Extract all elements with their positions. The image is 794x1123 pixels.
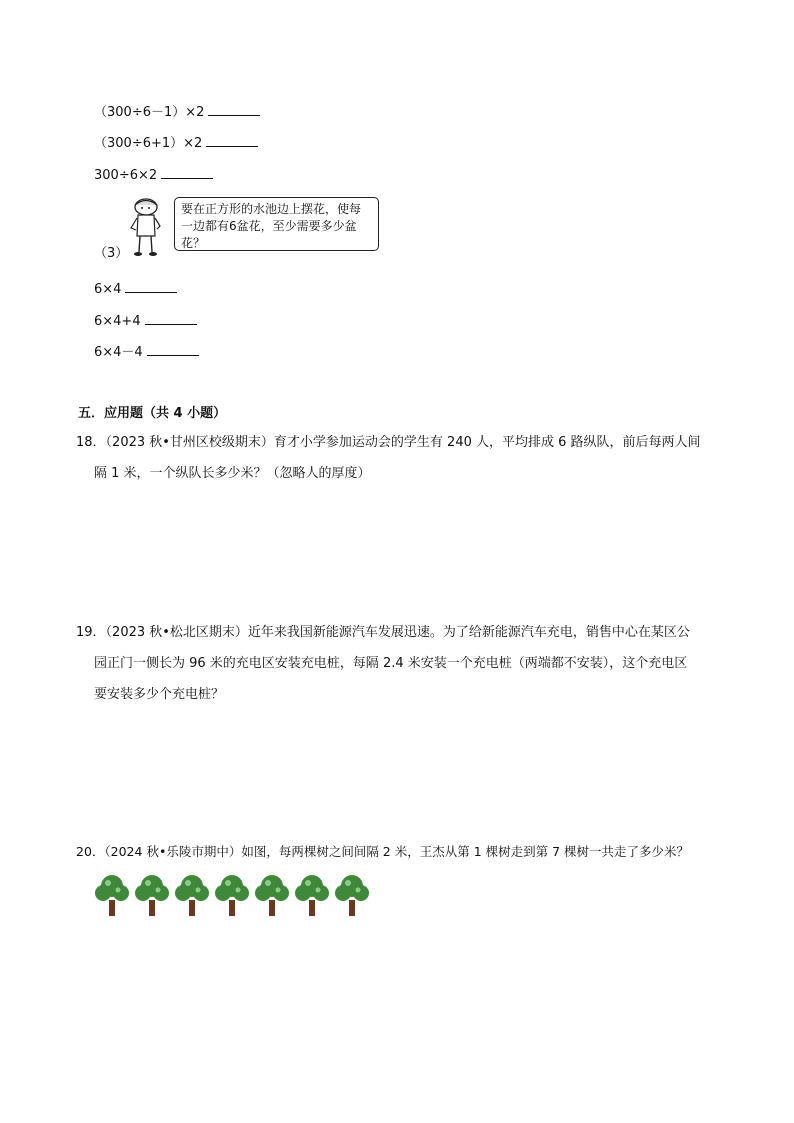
answer-blank[interactable] bbox=[145, 312, 197, 325]
tree-icon bbox=[174, 872, 210, 918]
formula-text: （300÷6+1）×2 bbox=[94, 136, 203, 151]
speech-bubble bbox=[174, 197, 379, 251]
answer-blank[interactable] bbox=[125, 280, 177, 293]
formula-2-1 bbox=[94, 103, 260, 122]
tree-icon bbox=[134, 872, 170, 918]
formula-2-3 bbox=[94, 166, 213, 185]
formula-text: 6×4－4 bbox=[94, 345, 143, 360]
formula-3-3 bbox=[94, 343, 199, 362]
tree-icon bbox=[254, 872, 290, 918]
question-19 bbox=[76, 617, 726, 710]
question-text: 20．（2024 秋•乐陵市期中）如图，每两棵树之间间隔 2 米，王杰从第 1 棵树走到第 7 棵树一共走了多少米？ bbox=[76, 844, 690, 859]
tree-icon bbox=[294, 872, 330, 918]
question-text: 19．（2023 秋•松北区期末）近年来我国新能源汽车发展迅速。为了给新能源汽车充电，销售中心在某区公 bbox=[76, 625, 690, 640]
section-title: 五．应用题（共 4 小题） bbox=[78, 406, 227, 421]
tree-icon bbox=[94, 872, 130, 918]
tree-icon bbox=[334, 872, 370, 918]
answer-blank[interactable] bbox=[208, 103, 260, 116]
formula-text: 300÷6×2 bbox=[94, 168, 158, 183]
answer-blank[interactable] bbox=[147, 343, 199, 356]
answer-blank[interactable] bbox=[161, 166, 213, 179]
question-text-cont: 隔 1 米，一个纵队长多少米？（忽略人的厚度） bbox=[94, 466, 371, 481]
tree-icon bbox=[214, 872, 250, 918]
formula-text: 6×4+4 bbox=[94, 314, 141, 329]
question-20 bbox=[76, 836, 756, 867]
speech-text: 要在正方形的水池边上摆花，使每一边都有6盆花，至少需要多少盆花？ bbox=[181, 202, 362, 250]
formula-2-2 bbox=[94, 134, 258, 153]
cartoon-boy-image bbox=[124, 196, 164, 258]
question-18 bbox=[76, 427, 726, 489]
formula-text: 6×4 bbox=[94, 282, 122, 297]
formula-3-1 bbox=[94, 280, 177, 299]
formula-text: （300÷6－1）×2 bbox=[94, 105, 205, 120]
sub-label-3: （3） bbox=[94, 246, 129, 261]
answer-blank[interactable] bbox=[206, 134, 258, 147]
formula-3-2 bbox=[94, 312, 197, 331]
question-text-cont: 要安装多少个充电桩？ bbox=[94, 687, 225, 702]
question-text: 18．（2023 秋•甘州区校级期末）育才小学参加运动会的学生有 240 人，平均排成 6 路纵队，前后每两人间 bbox=[76, 435, 701, 450]
question-text-cont: 园正门一侧长为 96 米的充电区安装充电桩，每隔 2.4 米安装一个充电桩（两端都不安装），这个充电区 bbox=[94, 656, 688, 671]
